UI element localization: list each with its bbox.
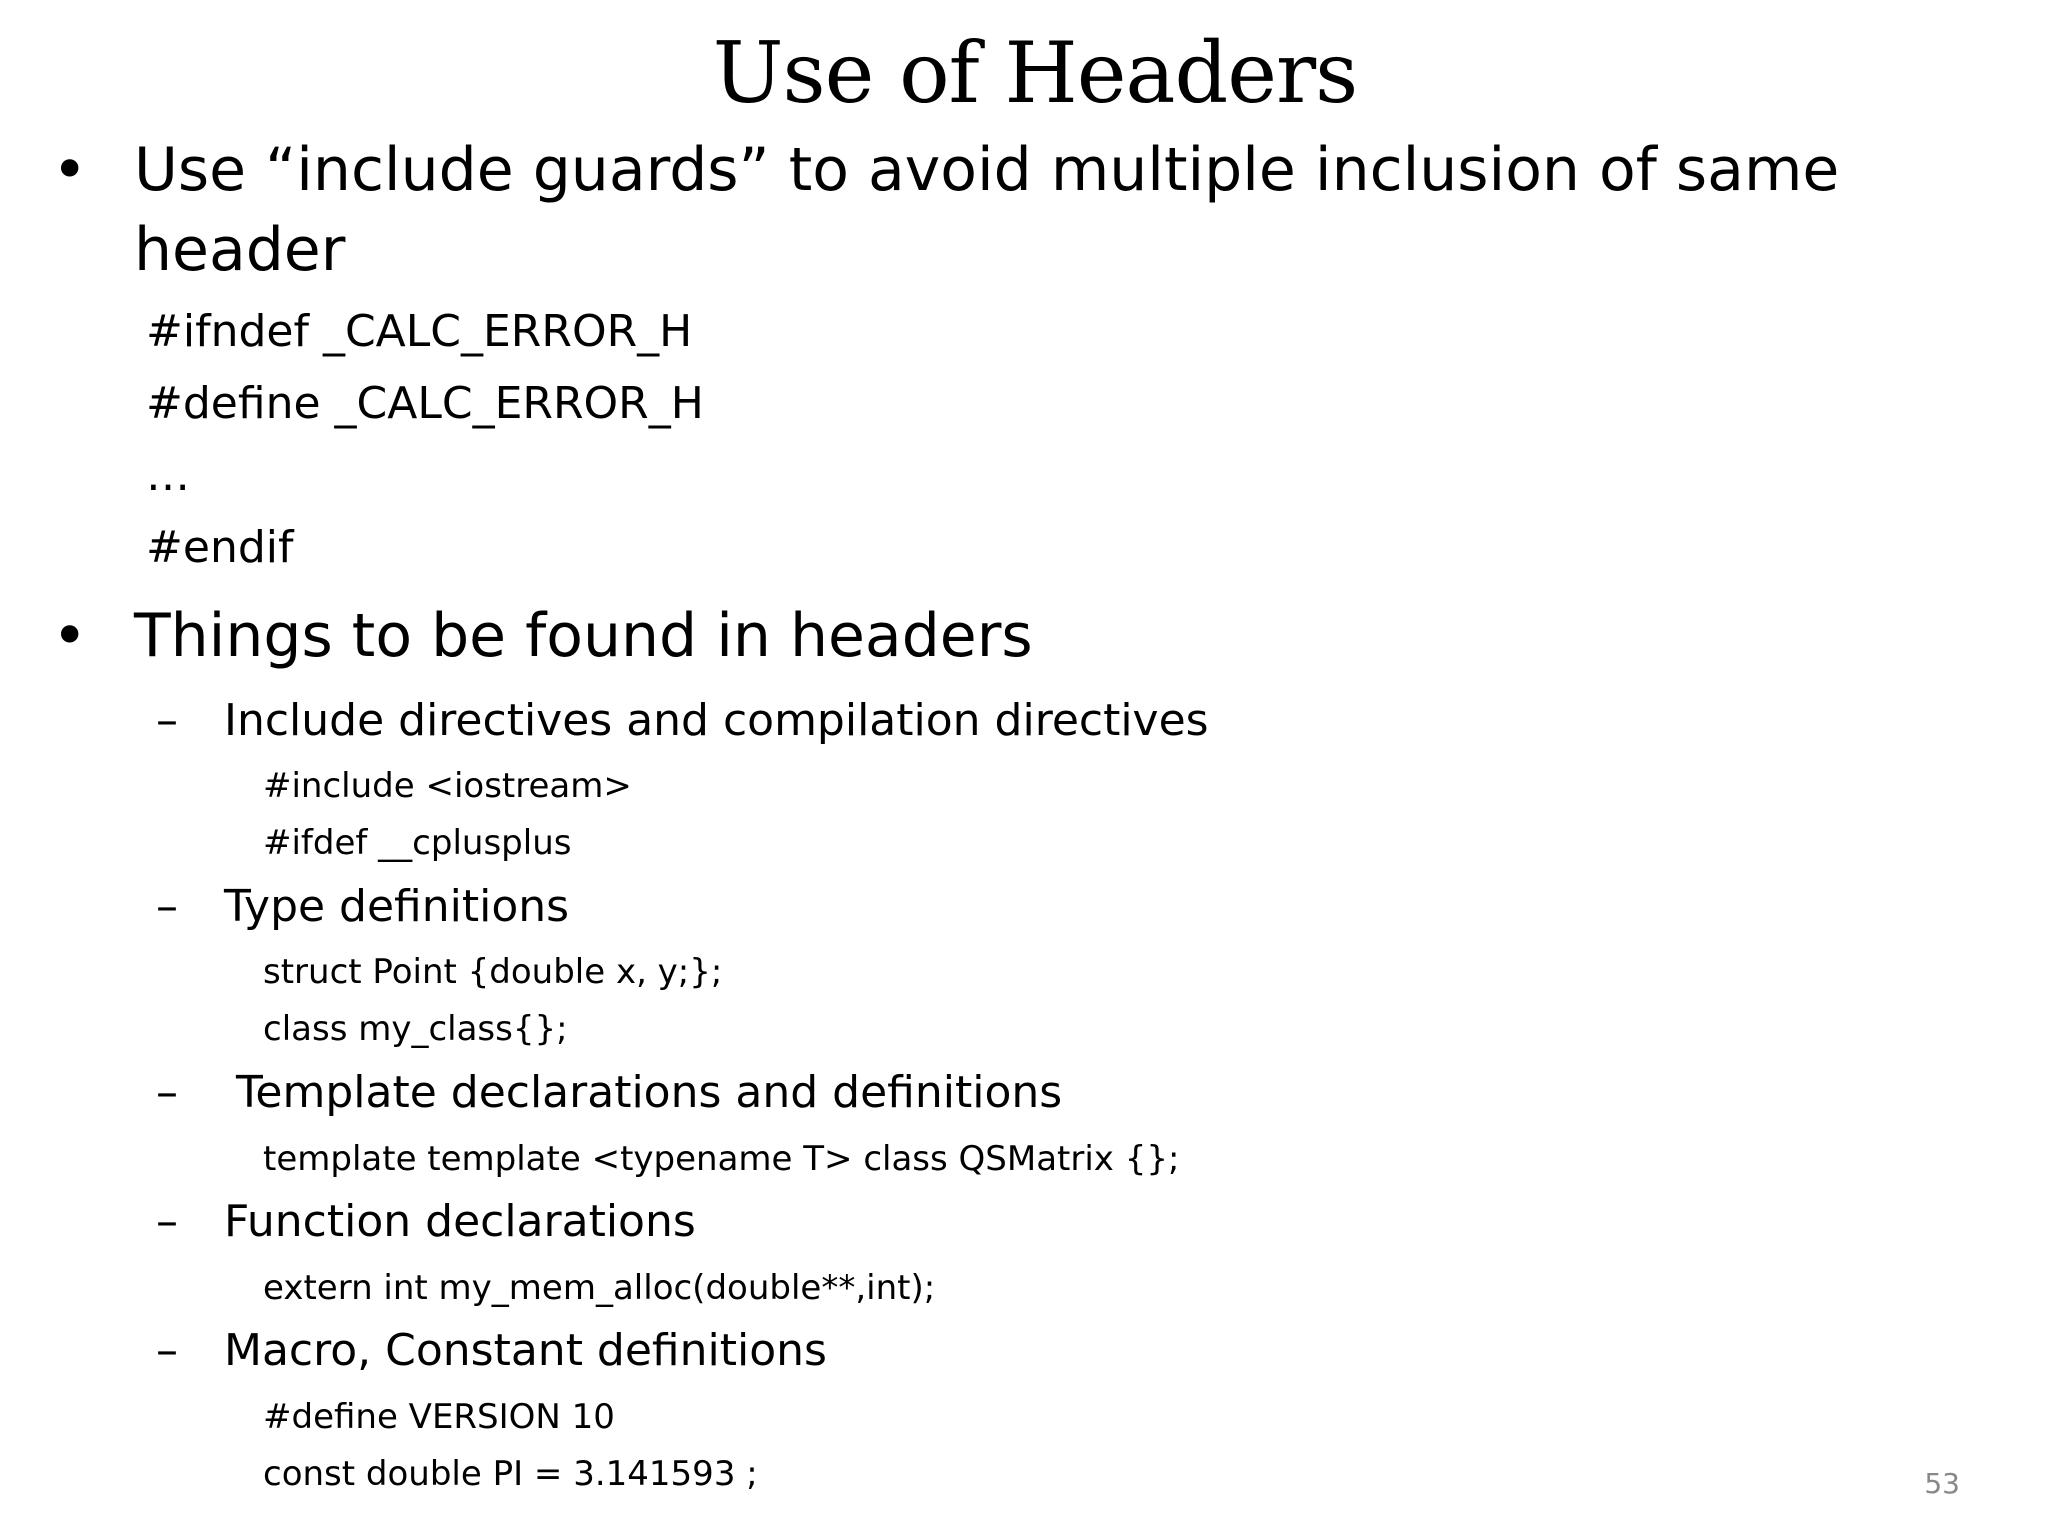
bullet-1-text-line1: Use “include guards” to avoid multiple inclusion of same	[134, 135, 1840, 205]
bullet-1-text-line2: header	[134, 215, 346, 285]
code-line: #ifndef _CALC_ERROR_H	[146, 306, 693, 357]
bullet-2-text: Things to be found in headers	[134, 601, 1033, 671]
code-line: extern int my_mem_alloc(double**,int);	[263, 1268, 936, 1308]
subitem-macro-constant-definitions: Macro, Constant definitions	[224, 1325, 827, 1376]
dash-marker: –	[156, 1196, 178, 1247]
code-line: #define VERSION 10	[263, 1397, 615, 1437]
slide-title: Use of Headers	[712, 24, 1358, 122]
subitem-template-declarations: Template declarations and definitions	[236, 1067, 1063, 1118]
code-line: #define _CALC_ERROR_H	[146, 378, 704, 429]
dash-marker: –	[156, 881, 178, 932]
dash-marker: –	[156, 1067, 178, 1118]
code-line: template template <typename T> class QSMatrix {};	[263, 1139, 1180, 1179]
code-line: …	[146, 450, 190, 501]
code-line: struct Point {double x, y;};	[263, 952, 723, 992]
bullet-marker: •	[52, 601, 88, 671]
subitem-type-definitions: Type definitions	[224, 881, 570, 932]
dash-marker: –	[156, 695, 178, 746]
page-number: 53	[1924, 1467, 1960, 1500]
subitem-include-directives: Include directives and compilation directives	[224, 695, 1209, 746]
code-line: #include <iostream>	[263, 766, 632, 806]
code-line: #ifdef __cplusplus	[263, 823, 572, 863]
bullet-marker: •	[52, 135, 88, 205]
code-line: #endif	[146, 522, 294, 573]
subitem-function-declarations: Function declarations	[224, 1196, 696, 1247]
code-line: class my_class{};	[263, 1009, 568, 1049]
dash-marker: –	[156, 1325, 178, 1376]
code-line: const double PI = 3.141593 ;	[263, 1454, 758, 1494]
